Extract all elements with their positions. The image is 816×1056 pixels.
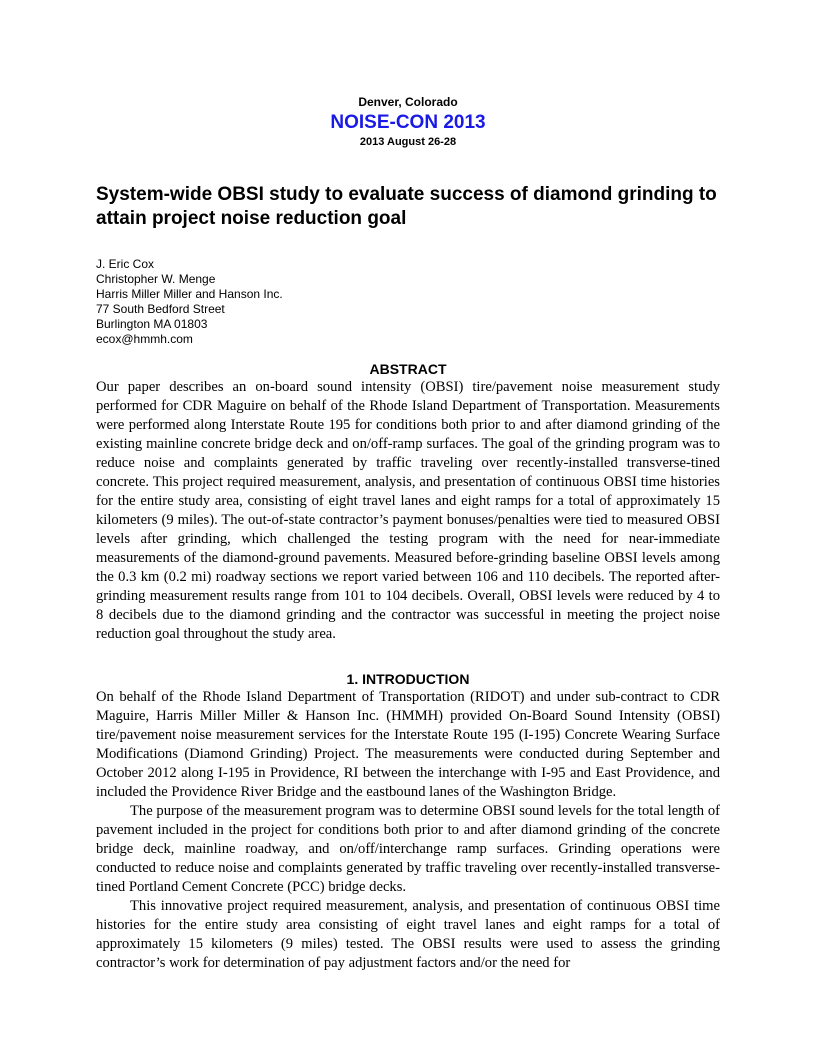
- author-affiliation: Harris Miller Miller and Hanson Inc.: [96, 287, 283, 301]
- conference-name: NOISE-CON 2013: [330, 112, 486, 133]
- abstract-heading: ABSTRACT: [369, 361, 447, 377]
- author-name: J. Eric Cox: [96, 257, 155, 271]
- abstract-text: Our paper describes an on-board sound intensity (OBSI) tire/pavement noise measurement study performed for CDR Maguire on behalf of the Rhode Island Department of Transportation. Measurements were performed along Interstate Route 195 for conditions both prior to and after diamond grinding of the existing mainline concrete bridge deck and on/off-ramp surfaces. The goal of the grinding program was to reduce noise and complaints generated by traffic traveling over recently-installed transverse-tined concrete. This project required measurement, analysis, and presentation of continuous OBSI time histories for the entire study area, consisting of eight travel lanes and eight ramps for a total of approximately 15 kilometers (9 miles). The out-of-state contractor’s payment bonuses/penalties were tied to measured OBSI levels after grinding, which challenged the testing program with the need for near-immediate measurements of the diamond-ground pavements. Measured before-grinding baseline OBSI levels among the 0.3 km (0.2 mi) roadway sections we report varied between 106 and 110 decibels. The reported after-grinding measurement results range from 101 to 104 decibels. Overall, OBSI levels were reduced by 4 to 8 decibels due to the diamond grinding and the contractor was successful in meeting the project noise reduction goal throughout the study area.: [96, 379, 720, 642]
- introduction-body: [96, 688, 720, 973]
- author-name: Christopher W. Menge: [96, 272, 216, 286]
- intro-paragraph: The purpose of the measurement program was to determine OBSI sound levels for the total length of pavement included in the project for conditions both prior to and after diamond grinding of the concrete bridge deck, mainline roadway, and on/off/interchange ramp surfaces. Grinding operations were conducted to reduce noise and complaints generated by traffic traveling over recently-installed transverse-tined Portland Cement Concrete (PCC) bridge decks.: [96, 803, 720, 895]
- paper-title: System-wide OBSI study to evaluate success of diamond grinding to attain project noise reduction goal: [96, 184, 717, 229]
- conference-location: Denver, Colorado: [358, 95, 458, 109]
- author-address-street: 77 South Bedford Street: [96, 302, 225, 316]
- author-address-city: Burlington MA 01803: [96, 317, 208, 331]
- intro-paragraph: On behalf of the Rhode Island Department of Transportation (RIDOT) and under sub-contract to CDR Maguire, Harris Miller Miller & Hanson Inc. (HMMH) provided On-Board Sound Intensity (OBSI) tire/pavement noise measurement services for the Interstate Route 195 (I-195) Concrete Wearing Surface Modifications (Diamond Grinding) Project. The measurements were conducted during September and October 2012 along I-195 in Providence, RI between the interchange with I-95 and East Providence, and included the Providence River Bridge and the eastbound lanes of the Washington Bridge.: [96, 689, 720, 800]
- conference-dates: 2013 August 26-28: [359, 136, 457, 148]
- author-block: [96, 257, 720, 347]
- introduction-heading: 1. INTRODUCTION: [346, 671, 470, 687]
- intro-paragraph: This innovative project required measurement, analysis, and presentation of continuous OBSI time histories for the entire study area consisting of eight travel lanes and eight ramps for a total of approximately 15 kilometers (9 miles) tested. The OBSI results were used to assess the grinding contractor’s work for determination of pay adjustment factors and/or the need for: [96, 898, 720, 971]
- author-email: ecox@hmmh.com: [96, 332, 193, 346]
